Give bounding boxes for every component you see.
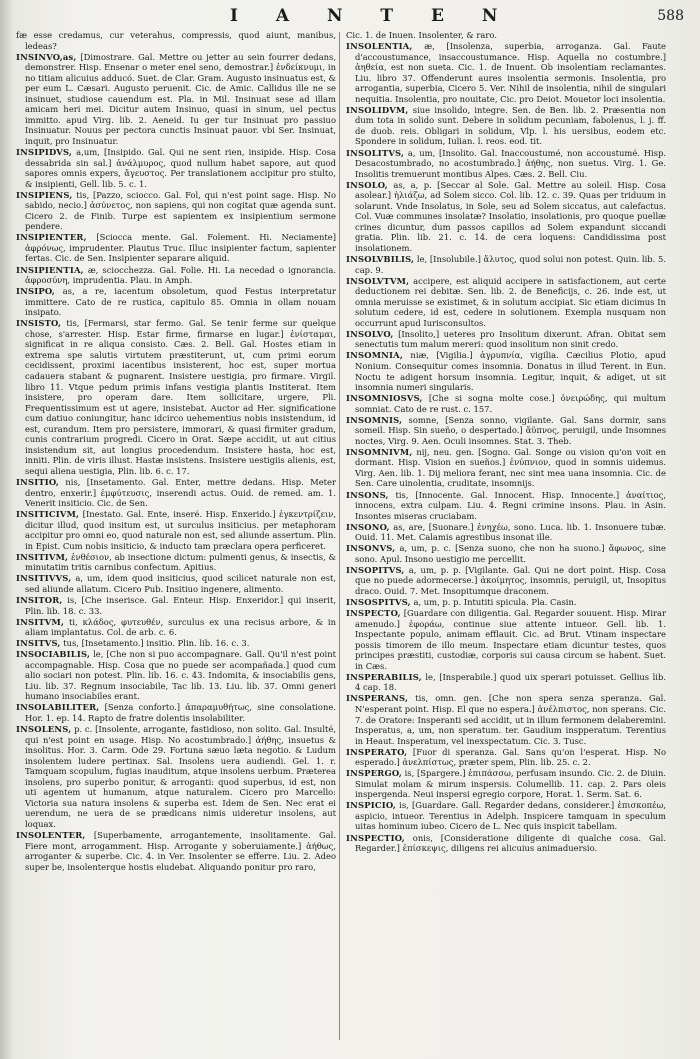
dictionary-entry	[16, 232, 336, 264]
dictionary-entry	[346, 180, 666, 254]
entry-definition: as, are, [Suonare.] ἐνηχέω, sono. Luca. lib. 1. Insonuere tubæ. Ouid. 11. Met. Calamis agrestibus insonat ille.	[355, 521, 666, 543]
entry-definition: as, a re, iacentum obsoletum, quod Festus interpretatur immittere. Cato de re rustica, capitulo 85. Omnia in ollam nouam insipato.	[25, 286, 336, 318]
entry-definition: a,um, [Insipido. Gal. Qui ne sent rien, insipide. Hisp. Cosa dessabrida sin sal.] ἀνάλμυρος, quod nullum habet sapore, aut quod sapores omnis expers, ἄγευστος. Per translationem accipitur pro stulto, & insipienti, Gell. lib. 5. c. 1.	[25, 147, 336, 189]
entry-headword: INSOLVTVM,	[346, 275, 410, 286]
dictionary-entry	[16, 52, 336, 147]
entry-headword: INSITICIVM,	[16, 509, 80, 520]
entry-definition: fæ esse credamus, cur veterahus, compressis, quod aiunt, manibus, ledeas?	[16, 30, 336, 51]
dictionary-entry	[346, 254, 666, 275]
entry-headword: INSONO,	[346, 521, 390, 532]
dictionary-entry	[346, 768, 666, 800]
entry-definition: onis, [Consideratione diligente di qualche cosa. Gal. Regarder.] ἐπίσκεψις, diligens rei alicuius animaduersio.	[355, 832, 666, 854]
entry-definition: a, um, [Insolito. Gal. Inaccoustumé, non accoustumé. Hisp. Desacostumbrado, no acostumbrado.] ἀήθης, non suetus. Virg. 1. Ge. Insolitis tremuerunt montibus Alpes. Cæs. 2. Bell. Ciu.	[355, 147, 666, 179]
dictionary-entry	[16, 30, 336, 51]
entry-headword: INSOLO,	[346, 179, 388, 190]
dictionary-entry	[16, 552, 336, 573]
entry-definition: le, [Che non si puo accompagnare. Gall. Qu'il n'est point accompagnable. Hisp. Cosa que no puede ser acompañada.] quod cum alio sociari non potest. Plin. lib. 16. c. 43. Indomita, & insociabilis gens, Liu. lib. 37. Regnum insociabile, Tac lib. 13. Liu. lib. 37. Omni generi humano insociabiles erant.	[25, 649, 336, 702]
dictionary-entry	[16, 595, 336, 616]
dictionary-entry	[346, 447, 666, 489]
dictionary-entry	[346, 543, 666, 564]
dictionary-entry	[346, 833, 666, 854]
dictionary-entry	[16, 286, 336, 318]
entry-definition: [Sciocca mente. Gal. Folement. Hi. Neciamente] ἀφρόνως, imprudenter. Plautus Truc. Illuc insipienter factum, sapienter fertas. Cic. de Sen. Insipienter separare aliquid.	[25, 232, 336, 264]
entry-headword: INSPICIO,	[346, 800, 396, 811]
dictionary-entry	[16, 509, 336, 551]
entry-headword: INSITIO,	[16, 476, 60, 487]
entry-headword: INSONVS,	[346, 543, 396, 554]
entry-definition: [Che si sogna molte cose.] ὀνειρώδης, qui multum somniat. Cato de re rust. c. 157.	[355, 393, 666, 414]
entry-headword: INSPECTO,	[346, 608, 401, 619]
dictionary-entry	[16, 702, 336, 723]
entry-headword: INSIPIENTIA,	[16, 264, 84, 275]
entry-definition: ἐνθέσιον, ab insectione dictum: pulmenti genus, & insectis, & minutatim tritis carnibus confectum. Apitius.	[25, 551, 336, 573]
dictionary-entry	[16, 724, 336, 829]
entry-definition: æ, sciocchezza. Gal. Folie. Hi. La necedad o ignorancia. ἀφροσύνη, imprudentia. Plau. in Amph.	[25, 264, 336, 286]
entry-headword: INSOMNIVM,	[346, 446, 413, 457]
dictionary-entry	[346, 105, 666, 147]
entry-definition: somne, [Senza sonno, vigilante. Gal. Sans dormir, sans someil. Hisp. Sin sueño, o despertado.] ἄϋπνος, peruigil, unde Insomnes noctes, Virg. 9. Aen. Oculi insomnes. Stat. 3. Theb.	[355, 414, 666, 446]
entry-headword: INSOMNIA,	[346, 350, 403, 361]
entry-definition: p. c. [Insolente, arrogante, fastidioso, non solito. Gal. Insulté, qui n'est point en usage. Hisp. No acostumbrado.] ἀήθης, insuetus & insolitus. Hor. 3. Carm. Ode 29. Fortuna sæuo læta negotio. & Ludum insolentem ludere pertinax. Sal. Insolens uera audiendi. Gel. 1. r. Tamquam scopulum, fugias inauditum, atque insolens uerbum. Præterea insolens, pro superbo ponitur, & arroganti: quod superbus, id est, non uti agentem ut humanum, atque naturalem. Cicero pro Marcello: Victoria sua natura insolens & superba est. Idem de Sen. Nec erat ei uerendum, ne uera de se prædicans nimis uideretur insolens, aut loquax.	[25, 724, 336, 829]
dictionary-entry	[346, 415, 666, 447]
dictionary-entry	[16, 318, 336, 476]
entry-headword: INSPERANS,	[346, 693, 409, 704]
entry-headword: INSPECTIO,	[346, 832, 405, 843]
entry-headword: INSOLVO,	[346, 328, 394, 339]
entry-definition: tis, omn. gen. [Che non spera senza speranza. Gal. N'esperant point. Hisp. El que no espera.] ἀνέλπιστος, non sperans. Cic. 7. de Oratore: Insperanti sed accidit, ut in illum fermonem delaberemini. Insperatus, a, um, non speratum. ter. Gaudium inspperatum. Terentius in Heaut. Insperatum, vel inexspectatum. Cic. 3. Tusc.	[355, 693, 666, 746]
entry-definition: tus, [Insetamento.] insitio. Plin. lib. 16. c. 3.	[63, 638, 250, 649]
entry-definition: is, [Spargere.] ἐπιπάσσω, perfusam insundo. Cic. 2. de Diuin. Simulat molam & mirum inspersis. Columellib. 11. cap. 2. Pars oleis inspergenda. Neui inspersi egregio corpore, Horat. 1. Serm. Sat. 6.	[355, 768, 666, 800]
entry-definition: a, um, p. p. [Vigilante. Gal. Qui ne dort point. Hisp. Cosa que no puede adormecerse.] ἀκοίμητος, insomnis, peruigil, ut, Insopitus draco. Ouid. 7. Met. Insopitumque draconem.	[355, 564, 666, 596]
entry-headword: INSPERGO,	[346, 768, 402, 779]
dictionary-entry	[346, 41, 666, 104]
entry-definition: Cic. 1. de Inuen. Insolenter, & raro.	[346, 30, 497, 40]
entry-definition: [Dimostrare. Gal. Mettre ou jetter au sein fourrer dedans, demonstrer. Hisp. Ensenar o meter enel seno, demostrar.] ἐνδείκνυμι, in no titiam alicuius adducó. Suet. de Clar. Gram. Augusto insinuatus est, & per eum L. Cæsari. Augusto peruenit. Cic. de Amic. Callidus ille ne se insinuet, studiose cauendum est. Pla. in Mil. Insinuat sese ad illam amicam heri mei. Dicitur autem Insinuo, quasi in sinum, uel pectus immitto. apud Virg. lib. 2. Aeneid. Iu ger tur Insinuat pro passiuo Insinuatur. Nouus per pectora cunctis Insinuat pauor. vbi Ser. Insinuat, inquit, pro Insinuatur.	[25, 51, 336, 146]
entry-headword: INSPERATO,	[346, 746, 408, 757]
entry-headword: INSITOR,	[16, 594, 63, 605]
dictionary-entry	[346, 597, 666, 608]
running-head	[0, 6, 700, 28]
right-column	[346, 30, 666, 1050]
entry-definition: ti, κλάδος, φυτευθέν, surculus ex una recisus arbore, & in aliam implantatus. Col. de arb. c. 6.	[25, 616, 336, 638]
dictionary-entry	[16, 830, 336, 872]
dictionary-entry	[346, 350, 666, 392]
entry-definition: [Superbamente, arrogantemente, insolitamente. Gal. Fiere mont, arrogamment. Hisp. Arrogante y soberuiamente.] ἀήθως, arroganter & superbe. Cic. 4. in Ver. Insolenter se efferre. Liu. 2. Adeo super be, insolenterque hostis eludebat. Aliquando ponitur pro raro,	[25, 830, 336, 872]
entry-headword: INSOMNIOSVS,	[346, 393, 423, 404]
entry-headword: INSITVM,	[16, 616, 65, 627]
entry-headword: INSOLENS,	[16, 724, 72, 735]
entry-headword: INSOSPITVS,	[346, 596, 411, 607]
dictionary-entry	[346, 693, 666, 746]
dictionary-entry	[346, 608, 666, 671]
entry-definition: le, [Insperabile.] quod uix sperari potuisset. Gellius lib. 4 cap. 18.	[355, 671, 666, 693]
entry-headword: INSOLIDVM,	[346, 104, 409, 115]
entry-headword: INSOLVBILIS,	[346, 253, 415, 264]
entry-definition: [Insolito,] ueteres pro Insolitum dixerunt. Afran. Obitat sem senectutis tum malum mereri: quod insolitum non sinit credo.	[355, 328, 666, 350]
entry-headword: INSOLENTER,	[16, 830, 86, 841]
entry-headword: INSITIVM,	[16, 551, 69, 562]
dictionary-entry	[346, 329, 666, 350]
entry-definition: tis, [Innocente. Gal. Innocent. Hisp. Innocente.] ἀναίτιος, innocens, extra culpam. Liu. 4. Regni crimine insons. Plau. in Asin. Insontes miseras cruciabam.	[355, 489, 666, 521]
entry-headword: INSISTO,	[16, 318, 62, 329]
left-column	[16, 30, 336, 1050]
entry-definition: niæ, [Vigilia.] ἀγρυπνία, vigilia. Cæcilius Plotio, apud Nonium. Consequitur comes insomnia. Donatus in illud Terent. in Eun. Noctu te adigent horsum insomnia. Legitur, inquit, & adiget, ut sit insomnia numeri singularis.	[355, 350, 666, 393]
entry-headword: INSIPIENS,	[16, 189, 73, 200]
entry-definition: as, a, p. [Seccar al Sole. Gal. Mettre au soleil. Hisp. Cosa asolear.] ἡλιάζω, ad Solem sicco. Col. lib. 12. c. 39. Quas per triduum in solarunt. Vnde Insolatus, in Sole, seu ad Solem siccatus, aut calefactus. Col. Vuæ communes insolatæ? Insolatio, insolationis, pro quoque puellæ crines dicuntur, dum passos capillos ad Solem expandunt siccandi gratia. Plin. lib. 21. c. 14. de cera loquens: Candidissima post insolationem.	[355, 179, 666, 253]
entry-headword: INSOLABILITER,	[16, 702, 100, 713]
entry-definition: [Senza conforto.] ἀπαραμυθήτως, sine consolatione. Hor. 1. ep. 14. Rapto de fratre dolentis insolabiliter.	[25, 702, 336, 723]
entry-headword: INSOPITVS,	[346, 564, 405, 575]
column-divider	[339, 32, 340, 1040]
entry-definition: a, um, p. p. Intutiti spicula. Pla. Casin.	[413, 596, 577, 607]
entry-definition: nis, [Insetamento. Gal. Enter, mettre dedans. Hisp. Meter dentro, enxerir.] ἐμφύτευσις, inserendi actus. Ouid. de remed. am. 1. Venerit insiticio. Cic. de Sen.	[25, 476, 336, 509]
entry-definition: [Guardare con diligentia. Gal. Regarder souuent. Hisp. Mirar amenudo.] ἐφοράω, continue siue attente intueor. Gell. lib. 1. Inspectante populo, animam efflauit. Cic. ad Brut. Vtinam inspectare possis timorem de illo meum. Inspectare etiam dicuntur testes, quos principes præstiti, custodiæ, corporis sui causa circum se habent. Suet. in Cæs.	[355, 608, 666, 671]
entry-definition: siue insolido, integre. Sen. de Ben. lib. 2. Præsentia non dum tota in solido sunt. Debere in solidum pecuniam, fabolenus, l. j. ff. de duob. reis. Obligari in solidum, Vlp. l. his uersibus, eodem etc. Spondere in solidum, Iulian. l. reos. eod. tit.	[355, 104, 666, 147]
entry-definition: [Fuor di speranza. Gal. Sans qu'on l'esperat. Hisp. No esperado.] ἀνελπίστως, præter spem, Plin. lib. 25. c. 2.	[355, 746, 666, 768]
dictionary-entry	[346, 148, 666, 180]
dictionary-entry	[16, 617, 336, 638]
dictionary-entry	[16, 190, 336, 232]
entry-headword: INSOMNIS,	[346, 414, 403, 425]
entry-definition: nij, neu. gen. [Sogno. Gal. Songe ou vision qu'on voit en dormant. Hisp. Vision en sueños.] ἐνύπνιον, quod in somnis uidemus. Virg. Aen. lib. 1. Dij meliora ferant, nec sint mea uana insomnia. Cic. de Sen. Care uinolentia, cruditate, insomnijs.	[355, 446, 666, 489]
dictionary-entry	[346, 672, 666, 693]
entry-definition: æ, [Insolenza, superbia, arroganza. Gal. Faute d'accoustumance, insaccoustumance. Hisp. Aquella no costumbre.] ἀηθεία, est non sueta. Cic. 1. de Inuent. Ob insolentiam reclamantes. Liu. libro 37. Offenderunt aures insolentia sermonis. Insolentia, pro arrogantia, superbia, Cicero 5. Ver. Nihil de insolentia, nihil de singulari nequitia. Insolentia, pro nouitate, Cic. pro Deiot. Mouetor loci insolentia.	[355, 41, 666, 104]
dictionary-entry	[16, 147, 336, 189]
entry-headword: INSPERABILIS,	[346, 671, 422, 682]
dictionary-entry	[16, 573, 336, 594]
dictionary-entry	[346, 276, 666, 329]
entry-headword: INSITVS,	[16, 638, 61, 649]
entry-headword: INSOCIABILIS,	[16, 649, 91, 660]
dictionary-entry	[346, 490, 666, 522]
entry-definition: tis, [Fermarsi, star fermo. Gal. Se tenir ferme sur quelque chose, s'arrester. Hisp. Estar firme, firmarse en lugar.] ἐνίσταμαι, significat in re aliqua consisto. Cæs. 2. Bell. Gal. Hostes etiam in extrema spe salutis virtutem præstiterunt, ut, cum primi eorum cecidissent, proximi iacentibus insisterent, hoc est, super mortua cadauera stabant & pugnarent. Insistere uestigia, pro firmare. Virgil. libro 11. Vtque pedum primis infans vestigia plantis Institerat. Item insistere, pro operam dare. Item sollicitare, urgere, Pli. Frequentissimum est ut agere, insistebat. Auctor ad Her. significatione cum datiuo coniungitur, hanc idcirco uehementius nobis insistendum, id est, curandum. Item pro persistere, immorari, & quasi firmiter gradum, cunis contrarium progredi. Cicero in Orat. Sæpe accidit, ut aut citius insistendum sit, aut longius procedendum. Insistere hasta, hoc est, inniti. Plin. de viris illust. Hastæ insistens. Insistere uestigiis alienis, est, sequi aliena uestigia, Plin. lib. 6. c. 17.	[25, 318, 336, 476]
dictionary-entry	[346, 747, 666, 768]
dictionary-entry	[16, 649, 336, 702]
entry-definition: a, um, idem quod insiticius, quod scilicet naturale non est, sed aliunde allatum. Cicero Pub. Insitiuo ingenere, alimento.	[25, 573, 336, 594]
binding-shadow	[0, 0, 14, 1059]
entry-definition: accipere, est aliquid accipere in satisfactionem, aut certe deductionem rei debitæ. Sen. lib. 2. de Beneficijs, c. 26. inde est, ut omnia meruisse se existimet, & in solutum accipiat. Sic etiam dicimus In solutum cedere, id est, cedere in solutionem. Exempla nusquam non occurrunt apud Iurisconsultos.	[355, 275, 666, 328]
entry-headword: INSINVO,as,	[16, 51, 77, 62]
entry-headword: INSIPIDVS,	[16, 147, 73, 158]
entry-definition: le, [Insolubile.] ἄλυτος, quod solui non potest. Quin. lib. 5. cap. 9.	[355, 253, 666, 275]
entry-headword: INSOLITVS,	[346, 147, 405, 158]
dictionary-entry	[16, 265, 336, 286]
entry-definition: is, [Che inserisce. Gal. Enteur. Hisp. Enxeridor.] qui inserit, Plin. lib. 18. c. 33.	[25, 594, 336, 616]
dictionary-entry	[346, 800, 666, 832]
entry-headword: INSOLENTIA,	[346, 41, 413, 52]
dictionary-entry	[346, 393, 666, 414]
dictionary-entry	[16, 477, 336, 509]
dictionary-entry	[16, 638, 336, 649]
dictionary-entry	[346, 30, 666, 41]
entry-definition: a, um, p. c. [Senza suono, che non ha suono.] ἄφωνος, sine sono. Apul. Insono uestigio me percellit.	[355, 543, 666, 564]
entry-definition: is, [Guardare. Gall. Regarder dedans, considerer.] ἐπισκοπέω, aspicio, intueor. Terentius in Adelph. Inspicere tamquam in speculum uitas hominum iubeo. Cicero de L. Nec quis inspicit tabellam.	[355, 800, 666, 832]
page-number: 588	[657, 8, 684, 24]
dictionary-entry	[346, 522, 666, 543]
entry-headword: INSIPO,	[16, 286, 55, 297]
entry-headword: INSIPIENTER,	[16, 232, 87, 243]
dictionary-entry	[346, 565, 666, 597]
entry-definition: [Inestato. Gal. Ente, inseré. Hisp. Enxerido.] ἐγκεντρίζειν, dicitur illud, quod insitum est, ut surculus insiticius. per metaphoram accipitur pro omni eo, quod naturale non est, sed aliunde assertum. Plin. in Epist. Cum nobis insiticio, & inducto tam præclara opera perficeret.	[25, 509, 336, 551]
entry-headword: INSONS,	[346, 489, 389, 500]
entry-headword: INSITIVVS,	[16, 573, 72, 584]
entry-definition: tis, [Pazzo, sciocco. Gal. Fol, qui n'est point sage. Hisp. No sabido, necio.] ἀσύνετος, non sapiens, qui non cogitat quæ agenda sunt. Cicero 2. de Finib. Turpe est sapientem ex insipientium sermone pendere.	[25, 189, 336, 232]
running-head-title: I A N T E N	[230, 6, 514, 26]
